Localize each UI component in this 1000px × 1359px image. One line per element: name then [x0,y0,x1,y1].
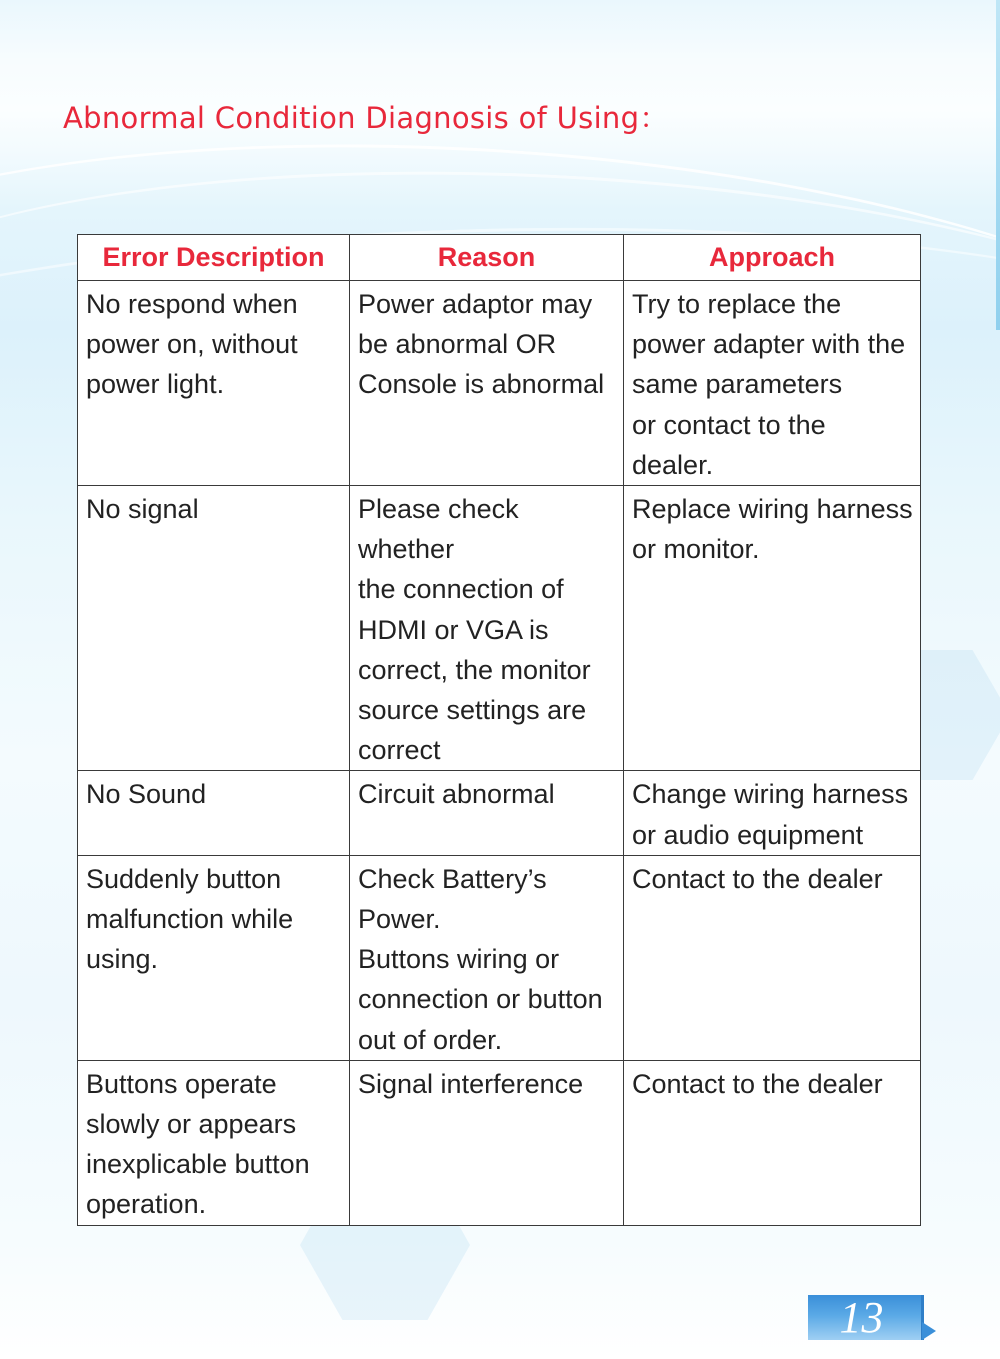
approach-cell: Try to replace the power adapter with the same parameters or contact to the dealer. [624,281,921,486]
reason-cell: Check Battery’s Power. Buttons wiring or connection or button out of order. [350,855,624,1060]
header-approach: Approach [624,235,921,281]
page-edge-accent [996,0,1000,330]
table-row [78,855,921,1060]
error-cell: No signal [78,486,350,771]
approach-cell: Contact to the dealer [624,855,921,1060]
error-cell: Suddenly button malfunction while using. [78,855,350,1060]
approach-cell: Change wiring harness or audio equipment [624,771,921,855]
reason-cell: Power adaptor may be abnormal OR Console is abnormal [350,281,624,486]
diagnosis-table [77,234,921,1226]
reason-cell: Circuit abnormal [350,771,624,855]
page-number-badge [808,1295,924,1340]
page-number: 13 [839,1293,884,1342]
approach-cell: Contact to the dealer [624,1060,921,1225]
table-header-row [78,235,921,281]
header-reason: Reason [350,235,624,281]
header-error-description: Error Description [78,235,350,281]
approach-cell: Replace wiring harness or monitor. [624,486,921,771]
error-cell: No Sound [78,771,350,855]
table-row [78,486,921,771]
table-row [78,771,921,855]
error-cell: Buttons operate slowly or appears inexplicable button operation. [78,1060,350,1225]
table-row [78,1060,921,1225]
page-arrow-icon [922,1322,936,1340]
error-cell: No respond when power on, without power light. [78,281,350,486]
table-row [78,281,921,486]
page-title: Abnormal Condition Diagnosis of Using： [63,101,669,135]
reason-cell: Please check whether the connection of HDMI or VGA is correct, the monitor source settings are correct [350,486,624,771]
reason-cell: Signal interference [350,1060,624,1225]
